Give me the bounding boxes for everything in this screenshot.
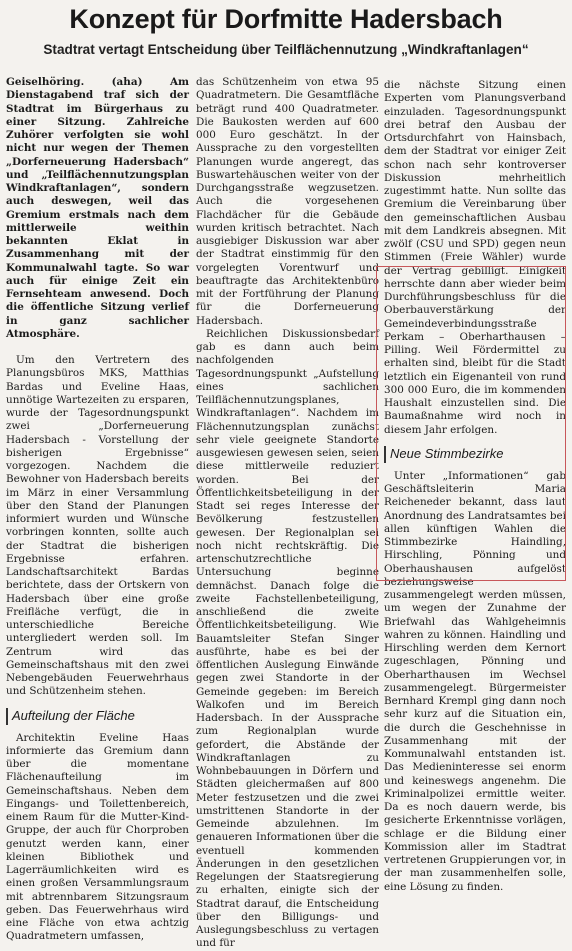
section-heading: Neue Stimmbezirke: [384, 446, 566, 463]
column-3: [384, 79, 566, 894]
section-heading: Aufteilung der Fläche: [6, 708, 189, 725]
body-paragraph: Um den Vertretern des Planungsbüros MKS, Matthias Bardas und Eveline Haas, unnötige Wartezeiten zu ersparen, wurde der Tagesordnungspunkt zwei „Dorferneuerung Hadersbach - Vorstellung der bisherigen Ergebnisse“ vorgezogen. Nachdem die Bewohner von Hadersbach bereits im März in einer Versammlung über den Stand der Planungen informiert wurden und Wünsche vorbringen konnten, sollte auch der Stadtrat die bisherigen Ergebnisse erfahren. Landschaftsarchitekt Bardas berichtete, dass der Ortskern von Hadersbach über eine große Freifläche verfügt, die in unterschiedliche Bereiche untergliedert werden soll. Im Zentrum wird das Gemeinschaftshaus mit den zwei Nebengebäuden Feuerwehrhaus und Schützenheim stehen.: [6, 354, 189, 698]
column-2: [196, 76, 379, 951]
article-headline: Konzept für Dorfmitte Hadersbach: [69, 4, 503, 34]
body-paragraph: das Schützenheim von etwa 95 Quadratmetern. Die Gesamtfläche beträgt rund 400 Quadratmeter. Die Baukosten werden auf 600 000 Euro geschätzt. In der Aussprache zu den vorgestellten Planungen wurde angeregt, das Buswartehäuschen weiter von der Durchgangsstraße wegzusetzen. Auch die vorgesehenen Flachdächer für die Gebäude wurden kritisch betrachtet. Nach ausgiebiger Diskussion war aber der Stadtrat einstimmig für den vorgelegten Vorentwurf und beauftragte das Architektenbüro mit der Fortführung der Planung für die Dorferneuerung Hadersbach.: [196, 76, 379, 327]
body-paragraph: die nächste Sitzung einen Experten vom Planungsverband einzuladen. Tagesordnungspunkt drei betraf den Ausbau der Ortsdurchfahrt von Hainsbach, dem der Stadtrat vor einiger Zeit schon nach sehr kontroverser Diskussion mehrheitlich zugestimmt hatte. Nun sollte das Gremium die Vereinbarung über den gemeinschaftlichen Ausbau mit dem Landkreis absegnen. Mit zwölf (CSU und SPD) gegen neun Stimmen (Freie Wähler) wurde der Vertrag gebilligt. Einigkeit herrschte dann aber wieder beim Durchführungsbeschluss für die Oberbauverstärkung der Gemeindeverbindungsstraße Perkam – Oberharthausen – Pilling. Weil Fördermittel zu erhalten sind, bleibt für die Stadt letztlich ein Eigenanteil von rund 300 000 Euro, die im kommenden Haushalt einzustellen sind. Die Baumaßnahme wird noch in diesem Jahr erfolgen.: [384, 79, 566, 436]
lead-paragraph: Geiselhöring. (aha) Am Dienstagabend traf sich der Stadtrat im Bürgerhaus zu einer Sitzung. Zahlreiche Zuhörer verfolgten sie wohl nicht nur wegen der Themen „Dorferneuerung Hadersbach“ und „Teilflächennutzungsplan Windkraftanlagen“, sondern auch deswegen, weil das Gremium erstmals nach dem mittlerweile weithin bekannten Eklat in Zusammenhang mit der Kommunalwahl tagte. So war auch für einige Zeit ein Fernsehteam anwesend. Doch die öffentliche Sitzung verlief in ganz sachlicher Atmosphäre.: [6, 76, 189, 340]
column-1: [6, 76, 189, 944]
body-paragraph: Reichlichen Diskussionsbedarf gab es dann auch beim nachfolgenden Tagesordnungspunkt „Aufstellung eines sachlichen Teilflächennutzungsplanes, Windkraftanlagen“. Nachdem im Flächennutzungsplan zunächst sehr viele geeignete Standorte ausgewiesen gewesen seien, seien diese mittlerweile reduziert worden. Bei der Öffentlichkeitsbeteiligung in der Stadt sei reges Interesse der Bevölkerung festzustellen gewesen. Der Regionalplan sei noch nicht rechtskräftig. Die artenschutzrechtliche Untersuchung beginne demnächst. Danach folge die zweite Fachstellenbeteiligung, anschließend die zweite Öffentlichkeitsbeteiligung. Wie Bauamtsleiter Stefan Singer ausführte, habe es bei der öffentlichen Auslegung Einwände gegen zwei Standorte in der Gemeinde gegeben: im Bereich Walkofen und im Bereich Hadersbach. In der Aussprache zum Regionalplan wurde gefordert, die Abstände der Windkraftanlagen zu Wohnbebauungen in Dörfern und Städten gleichermaßen auf 800 Meter festzusetzen und die zwei umstrittenen Standorte in der Gemeinde abzulehnen. Im genaueren Informationen über die eventuell kommenden Änderungen in den gesetzlichen Regelungen der Staatsregierung zu erhalten, einigte sich der Stadtrat darauf, die Entscheidung über den Billigungs- und Auslegungsbeschluss zu vertagen und für: [196, 327, 379, 950]
body-paragraph: Unter „Informationen“ gab Geschäftsleiterin Maria Reicheneder bekannt, dass laut Anordnung des Landratsamtes bei allen künftigen Wahlen die Stimmbezirke Haindling, Hirschling, Pönning und Oberhaushausen aufgelöst beziehungsweise zusammengelegt werden müssen, um wegen der Zunahme der Briefwahl das Wahlgeheimnis wahren zu können. Haindling und Hirschling werden dem Kernort zugeschlagen, Pönning und Oberharthausen im Wechsel zusammengelegt. Bürgermeister Bernhard Krempl ging dann noch sehr kurz auf die Situation ein, die durch die Geschehnisse in Zusammenhang mit der Kommunalwahl entstanden ist. Das Medieninteresse sei enorm und keineswegs angenehm. Die Kriminalpolizei ermittle weiter. Da es noch dauern werde, bis gesicherte Erkenntnisse vorlägen, schlage er die Bildung einer Kommission aller im Stadtrat vertretenen Gruppierungen vor, in der man zusammenhelfen solle, eine Lösung zu finden.: [384, 469, 566, 893]
body-paragraph: Architektin Eveline Haas informierte das Gremium dann über die momentane Flächenaufteilung im Gemeinschaftshaus. Neben dem Eingangs- und Toilettenbereich, einem Raum für die Mutter-Kind-Gruppe, der auch für Chorproben genutzt werden kann, einer kleinen Bibliothek und Lagerräumlichkeiten wird es einen großen Versammlungsraum mit abtrennbarem Sitzungsraum geben. Das Feuerwehrhaus wird eine Fläche von etwa achtzig Quadratmetern umfassen,: [6, 731, 189, 943]
article-subheadline: Stadtrat vertagt Entscheidung über Teilflächennutzung „Windkraftanlagen“: [43, 42, 529, 57]
